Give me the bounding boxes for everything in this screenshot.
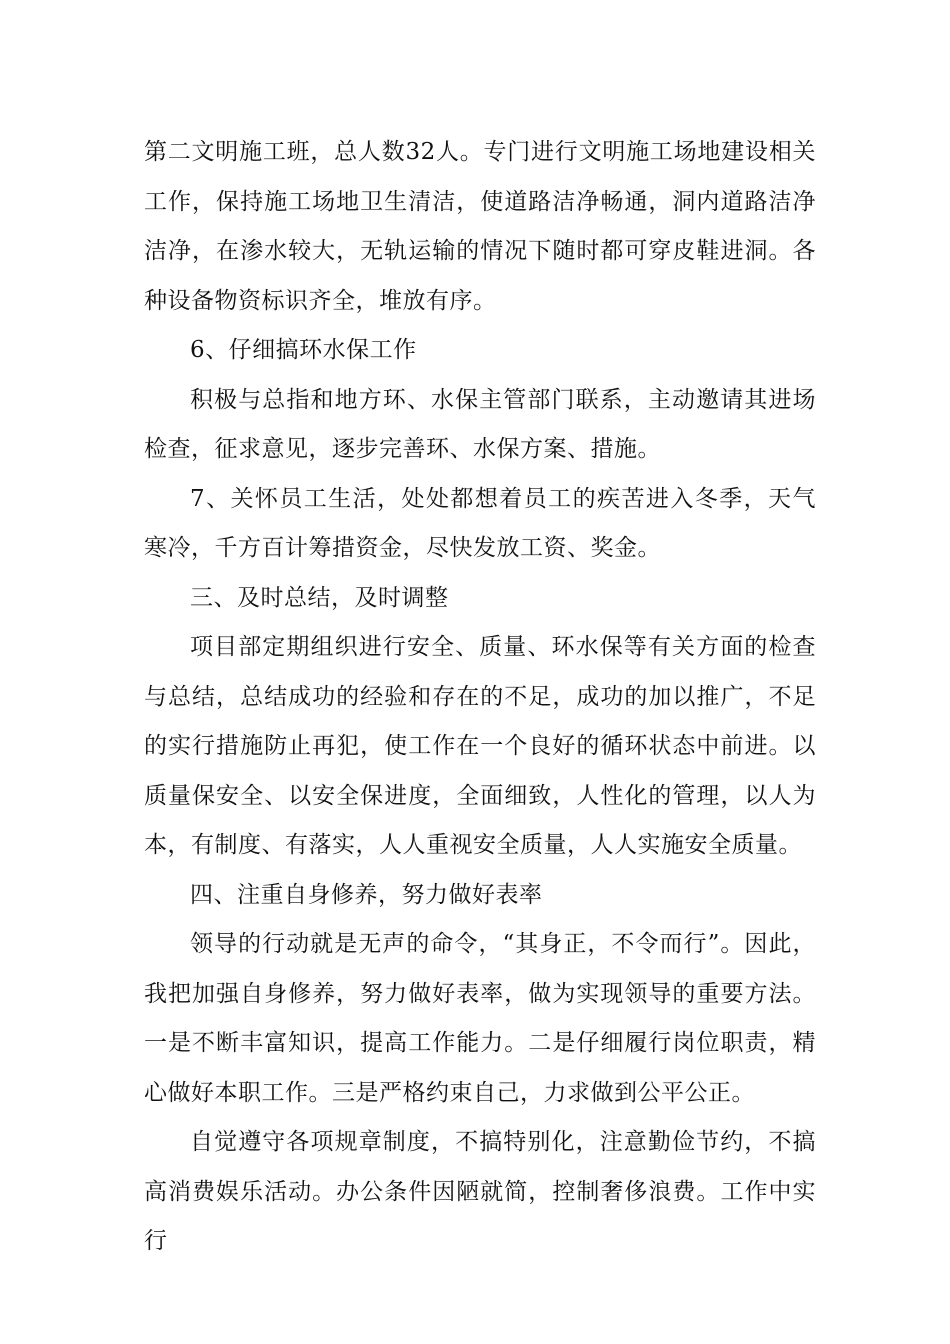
heading-environmental-protection: 6、仔细搞环水保工作 — [190, 337, 417, 363]
paragraph-leadership-example: 领导的行动就是无声的命令，“其身正，不令而行”。因此，我把加强自身修养，努力做好表率，做为实现领导的重要方法。一是不断丰富知识，提高工作能力。二是仔细履行岗位职责，精心做好本职工作。三是严格约束自己，力求做到公平公正。 — [144, 931, 816, 1106]
heading-self-cultivation: 四、注重自身修养，努力做好表率 — [190, 881, 543, 908]
paragraph-timely-summary: 项目部定期组织进行安全、质量、环水保等有关方面的检查与总结，总结成功的经验和存在的不足，成功的加以推广，不足的实行措施防止再犯，使工作在一个良好的循环状态中前进。以质量保安全、以安全保进度，全面细致，人性化的管理，以人为本，有制度、有落实，人人重视安全质量，人人实施安全质量。 — [144, 634, 816, 858]
paragraph-employee-care: 7、关怀员工生活，处处都想着员工的疾苦进入冬季，天气寒冷，千方百计筹措资金，尽快发放工资、奖金。 — [144, 485, 816, 561]
paragraph-rules-compliance: 自觉遵守各项规章制度，不搞特别化，注意勤俭节约，不搞高消费娱乐活动。办公条件因陋就简，控制奢侈浪费。工作中实行 — [144, 1129, 816, 1254]
heading-timely-summary: 三、及时总结，及时调整 — [190, 584, 449, 611]
paragraph-civilized-construction-team: 第二文明施工班，总人数32人。专门进行文明施工场地建设相关工作，保持施工场地卫生清洁，使道路洁净畅通，洞内道路洁净洁净，在渗水较大，无轨运输的情况下随时都可穿皮鞋进洞。各种设备物资标识齐全，堆放有序。 — [144, 139, 816, 314]
document-body — [144, 128, 816, 1267]
paragraph-environmental-protection: 积极与总指和地方环、水保主管部门联系，主动邀请其进场检查，征求意见，逐步完善环、水保方案、措施。 — [144, 386, 816, 462]
